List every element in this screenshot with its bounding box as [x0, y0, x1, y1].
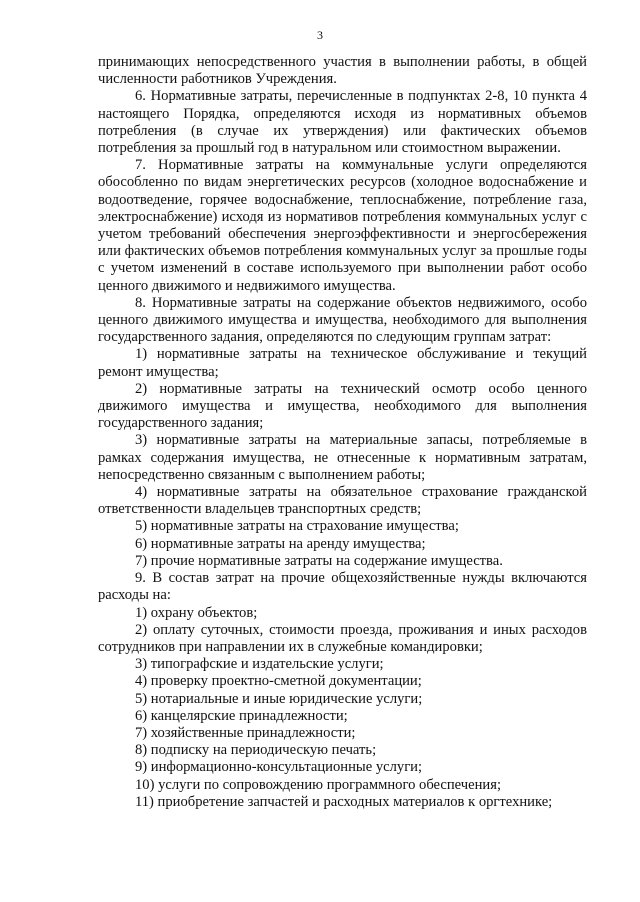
paragraph: 4) нормативные затраты на обязательное страхование гражданской ответственности владельцев транспортных средств;	[98, 484, 587, 518]
document-body	[98, 54, 587, 811]
paragraph: 7) прочие нормативные затраты на содержание имущества.	[135, 552, 503, 569]
paragraph: 5) нормативные затраты на страхование имущества;	[135, 518, 459, 535]
paragraph: 5) нотариальные и иные юридические услуги;	[135, 690, 423, 707]
paragraph: 1) нормативные затраты на техническое обслуживание и текущий ремонт имущества;	[98, 346, 587, 380]
paragraph: 7. Нормативные затраты на коммунальные услуги определяются обособленно по видам энергетических ресурсов (холодное водоснабжение и водоотведение, горячее водоснабжение, теплоснабжение, потребление газа, электроснабжение) исходя из нормативов потребления коммунальных услуг с учетом требований обеспечения энергоэффективности и энергосбережения или фактических объемов потребления коммунальных услуг за прошлые годы с учетом изменений в составе используемого при выполнении работ особо ценного движимого и недвижимого имущества.	[98, 157, 587, 294]
paragraph: 7) хозяйственные принадлежности;	[135, 724, 356, 741]
paragraph: 9) информационно-консультационные услуги;	[135, 759, 423, 776]
paragraph: 8) подписку на периодическую печать;	[135, 742, 377, 759]
paragraph: 9. В состав затрат на прочие общехозяйственные нужды включаются расходы на:	[98, 570, 587, 604]
paragraph: 4) проверку проектно-сметной документации;	[135, 673, 422, 690]
paragraph: 11) приобретение запчастей и расходных материалов к оргтехнике;	[135, 793, 553, 810]
paragraph: 2) оплату суточных, стоимости проезда, проживания и иных расходов сотрудников при направлении их в служебные командировки;	[98, 621, 587, 655]
paragraph: 1) охрану объектов;	[135, 604, 258, 621]
paragraph: 6) нормативные затраты на аренду имущества;	[135, 535, 426, 552]
paragraph: 6. Нормативные затраты, перечисленные в подпунктах 2-8, 10 пункта 4 настоящего Порядка, определяются исходя из нормативных объемов потребления (в случае их утверждения) или фактических объемов потребления за прошлый год в натуральном или стоимостном выражении.	[98, 88, 587, 157]
page-number: 3	[317, 28, 323, 42]
paragraph: 3) нормативные затраты на материальные запасы, потребляемые в рамках содержания имущества, не отнесенные к нормативным затратам, непосредственно связанным с выполнением работы;	[98, 432, 587, 483]
paragraph: 8. Нормативные затраты на содержание объектов недвижимого, особо ценного движимого имущества и имущества, необходимого для выполнения государственного задания, определяются по следующим группам затрат:	[98, 294, 587, 346]
paragraph: 6) канцелярские принадлежности;	[135, 707, 348, 724]
paragraph: 10) услуги по сопровождению программного обеспечения;	[135, 776, 501, 793]
paragraph: 3) типографские и издательские услуги;	[135, 656, 384, 673]
paragraph: 2) нормативные затраты на технический осмотр особо ценного движимого имущества и имущества, необходимого для выполнения государственного задания;	[98, 380, 587, 432]
paragraph: принимающих непосредственного участия в выполнении работы, в общей численности работников Учреждения.	[98, 54, 587, 88]
